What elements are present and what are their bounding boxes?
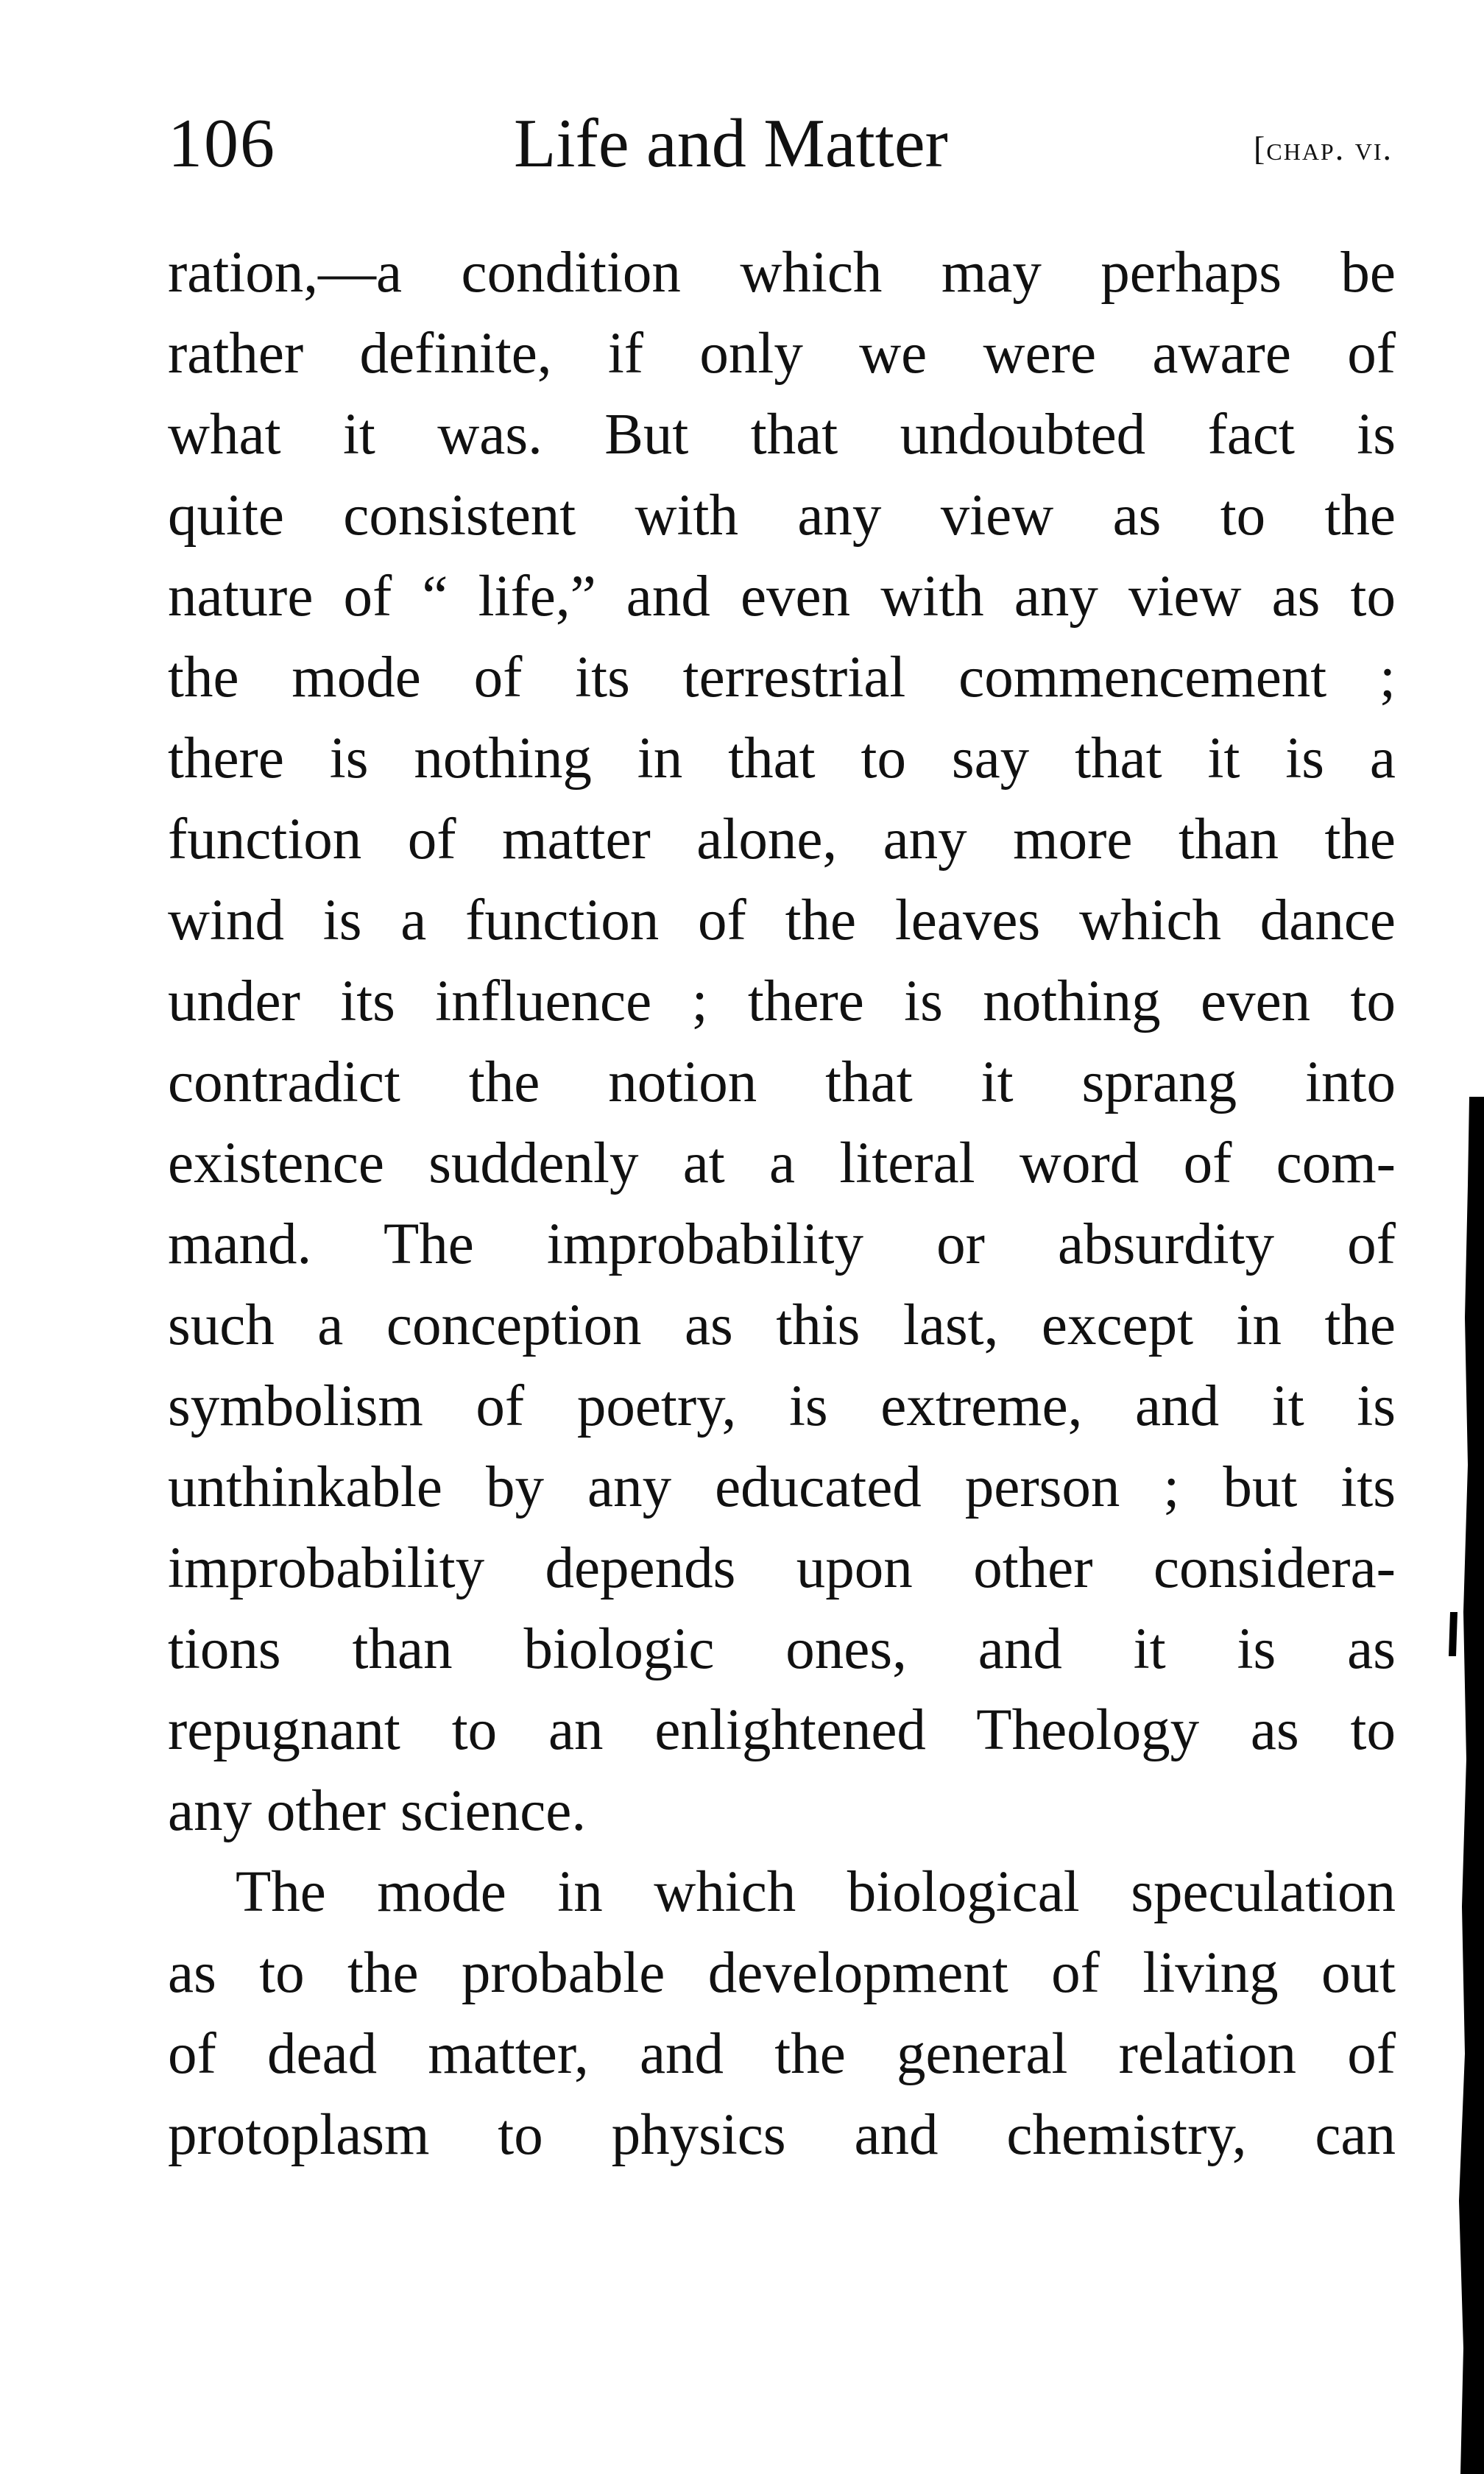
chapter-reference: [chap. vi. — [1254, 130, 1393, 167]
text-line: improbability depends upon other considera- — [168, 1536, 1396, 1600]
text-line: what it was. But that undoubted fact is — [168, 403, 1396, 467]
text-line: nature of “ life,” and even with any view as to — [168, 565, 1396, 629]
text-line: unthinkable by any educated person ; but its — [168, 1455, 1396, 1519]
text-line: mand. The improbability or absurdity of — [168, 1212, 1396, 1276]
paragraph-end-line: any other science. — [168, 1779, 587, 1843]
running-title: Life and Matter — [514, 105, 948, 182]
body-text — [168, 233, 1396, 2176]
text-line: such a conception as this last, except in the — [168, 1293, 1396, 1357]
text-line: function of matter alone, any more than the — [168, 807, 1396, 872]
text-line: rather definite, if only we were aware of — [168, 322, 1396, 386]
paragraph-start-line: The mode in which biological speculation — [236, 1860, 1396, 1924]
running-head — [168, 103, 1399, 184]
text-line: the mode of its terrestrial commencement ; — [168, 646, 1396, 710]
text-line: symbolism of poetry, is extreme, and it is — [168, 1374, 1396, 1438]
text-line: as to the probable development of living out — [168, 1941, 1396, 2005]
page-number: 106 — [168, 105, 276, 182]
text-line: under its influence ; there is nothing even to — [168, 969, 1396, 1033]
text-line: repugnant to an enlightened Theology as to — [168, 1698, 1396, 1762]
text-line: there is nothing in that to say that it is a — [168, 727, 1396, 791]
scan-edge-shadow — [1432, 1097, 1484, 2474]
text-line: existence suddenly at a literal word of com- — [168, 1131, 1396, 1195]
text-line: contradict the notion that it sprang into — [168, 1050, 1396, 1114]
text-line: quite consistent with any view as to the — [168, 484, 1396, 548]
text-line: of dead matter, and the general relation of — [168, 2022, 1396, 2086]
text-line: wind is a function of the leaves which dance — [168, 888, 1396, 953]
text-line: ration,—a condition which may perhaps be — [168, 241, 1396, 305]
text-line: tions than biologic ones, and it is as — [168, 1617, 1396, 1681]
text-line: protoplasm to physics and chemistry, can — [168, 2103, 1396, 2167]
